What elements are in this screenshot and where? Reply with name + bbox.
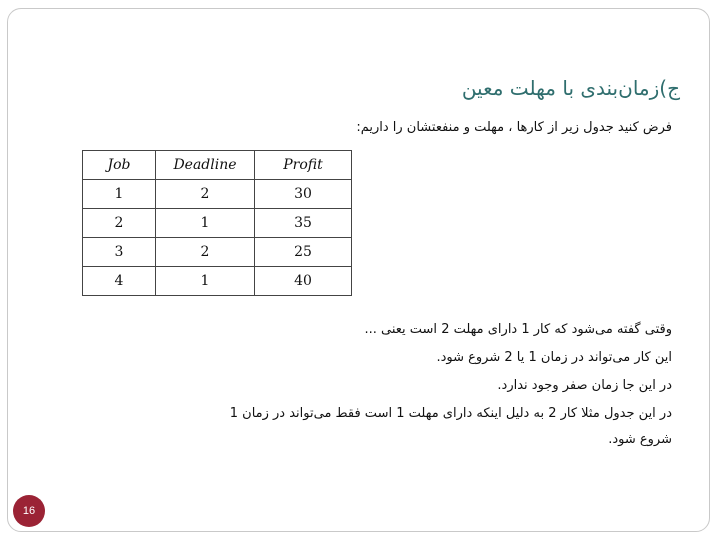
cell-job: 2 xyxy=(83,209,156,238)
cell-deadline: 1 xyxy=(156,209,255,238)
paragraph-meaning: وقتی گفته می‌شود که کار 1 دارای مهلت 2 است یعنی ... xyxy=(364,322,672,337)
table-header-row xyxy=(83,151,352,180)
cell-profit: 35 xyxy=(255,209,352,238)
table-row xyxy=(83,267,352,296)
table-row xyxy=(83,209,352,238)
table-row xyxy=(83,238,352,267)
cell-profit: 30 xyxy=(255,180,352,209)
cell-deadline: 2 xyxy=(156,238,255,267)
jobs-table xyxy=(82,150,352,296)
cell-profit: 40 xyxy=(255,267,352,296)
cell-job: 4 xyxy=(83,267,156,296)
paragraph-no-zero: در این جا زمان صفر وجود ندارد. xyxy=(497,378,672,393)
slide-title: ج)زمان‌بندی با مهلت معین xyxy=(461,76,680,100)
intro-text: فرض کنید جدول زیر از کارها ، مهلت و منفعتشان را داریم: xyxy=(356,120,672,135)
table-row xyxy=(83,180,352,209)
paragraph-example: در این جدول مثلا کار 2 به دلیل اینکه دارای مهلت 1 است فقط می‌تواند در زمان 1 xyxy=(229,406,672,421)
cell-job: 1 xyxy=(83,180,156,209)
cell-deadline: 2 xyxy=(156,180,255,209)
header-profit: Profit xyxy=(255,151,352,180)
cell-job: 3 xyxy=(83,238,156,267)
paragraph-example-cont: شروع شود. xyxy=(608,432,672,447)
cell-deadline: 1 xyxy=(156,267,255,296)
header-deadline: Deadline xyxy=(156,151,255,180)
header-job: Job xyxy=(83,151,156,180)
cell-profit: 25 xyxy=(255,238,352,267)
page-number-badge: 16 xyxy=(13,495,45,527)
paragraph-start-times: این کار می‌تواند در زمان 1 یا 2 شروع شود. xyxy=(436,350,672,365)
